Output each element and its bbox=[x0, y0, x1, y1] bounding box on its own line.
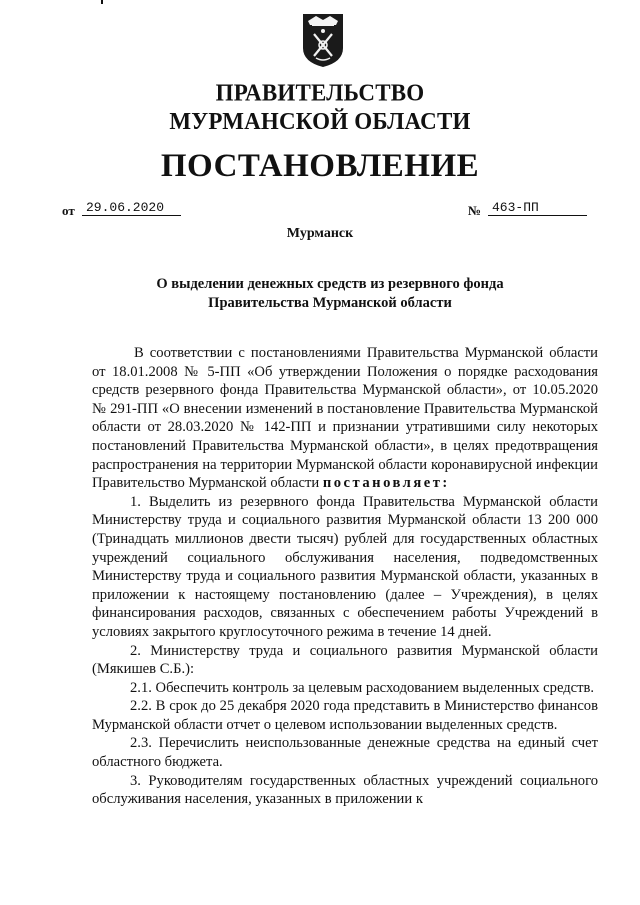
clause-2: 2. Министерству труда и социального развития Мурманской области (Мякишев С.Б.): bbox=[92, 642, 598, 678]
government-title-line-1: ПРАВИТЕЛЬСТВО bbox=[215, 79, 425, 106]
government-title bbox=[0, 79, 640, 136]
resolves-keyword: постановляет: bbox=[322, 475, 450, 492]
date-number-row bbox=[0, 200, 640, 220]
date-field: 29.06.2020 bbox=[82, 200, 181, 216]
subject-line-1: О выделении денежных средств из резервного фонда bbox=[156, 276, 504, 292]
scan-mark bbox=[101, 0, 103, 4]
number-prefix-label: № bbox=[468, 203, 482, 218]
clause-3: 3. Руководителям государственных областных учреждений социального обслуживания населения, указанных в приложении к bbox=[92, 772, 598, 808]
date-prefix-label: от bbox=[62, 203, 75, 218]
clause-2-1: 2.1. Обеспечить контроль за целевым расходованием выделенных средств. bbox=[130, 679, 595, 696]
city-label: Мурманск bbox=[286, 226, 354, 241]
preamble-text: В соответствии с постановлениями Правительства Мурманской области от 18.01.2008 № 5-ПП «Об утверждении Положения о порядке расходования средств резервного фонда Правительства Мурманской области», от 10.05.2020 № 291-ПП «О внесении изменений в постановление Правительства Мурманской области от 28.03.2020 № 142-ПП и признании утратившими силу некоторых постановлений Правительства Мурманской области», в целях предотвращения распространения на территории Мурманской области коронавирусной инфекции Правительство Мурманской области bbox=[92, 345, 598, 492]
clause-2-2: 2.2. В срок до 25 декабря 2020 года представить в Министерство финансов Мурманской области отчет о целевом использовании выделенных средств. bbox=[92, 698, 598, 733]
government-title-line-2: МУРМАНСКОЙ ОБЛАСТИ bbox=[169, 108, 471, 135]
number-field: 463-ПП bbox=[488, 200, 587, 216]
preamble-paragraph bbox=[92, 344, 598, 493]
document-type-heading: ПОСТАНОВЛЕНИЕ bbox=[160, 148, 480, 184]
subject-line-2: Правительства Мурманской области bbox=[208, 295, 452, 311]
clause-1: 1. Выделить из резервного фонда Правительства Мурманской области Министерству труда и социального развития Мурманской области 13 200 000 (Тринадцать миллионов двести тысяч) рублей для государственных областных учреждений социального обслуживания населения, подведомственных Министерству труда и социального развития Мурманской области, указанных в приложении к настоящему постановлению (далее – Учреждения), в целях финансирования расходов, связанных с обеспечением работы Учреждений в условиях закрытого круглосуточного режима в течение 14 дней. bbox=[92, 493, 598, 640]
document-body bbox=[92, 344, 598, 809]
clause-2-3: 2.3. Перечислить неиспользованные денежные средства на единый счет областного бюджета. bbox=[92, 735, 598, 771]
coat-of-arms-emblem bbox=[302, 12, 344, 68]
document-subject bbox=[140, 275, 520, 313]
